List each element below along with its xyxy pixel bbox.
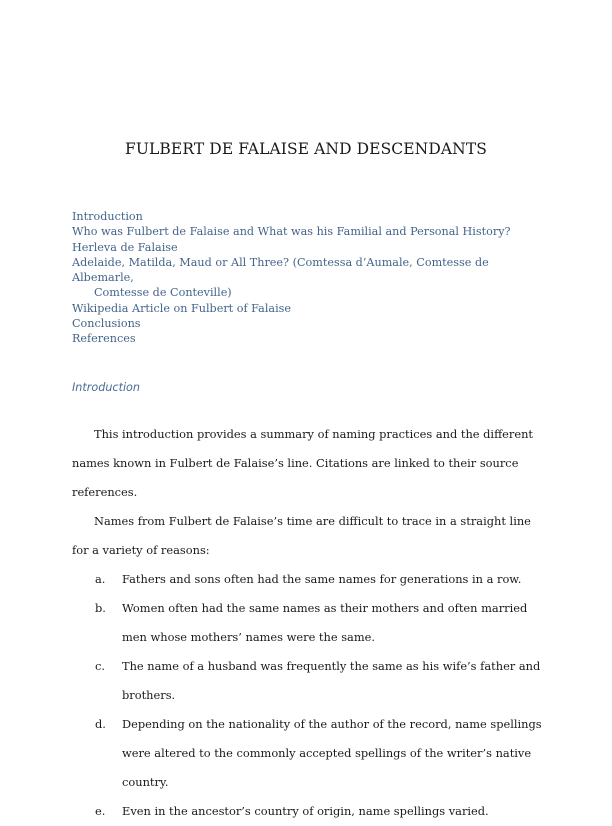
list-marker: a. xyxy=(95,572,106,586)
toc-link-adelaide-matilda-maud[interactable] xyxy=(72,255,542,301)
list-marker: d. xyxy=(95,717,106,731)
list-item xyxy=(72,652,542,710)
list-item xyxy=(72,594,542,652)
list-item xyxy=(72,797,542,826)
document-title: FULBERT DE FALAISE AND DESCENDANTS xyxy=(125,140,487,158)
list-item-text: Fathers and sons often had the same names for generations in a row. xyxy=(122,572,522,586)
list-item xyxy=(72,710,542,797)
list-item-text: Depending on the nationality of the author of the record, name spellings were altered to the commonly accepted spellings of the writer’s native country. xyxy=(122,717,542,789)
list-item-text: The name of a husband was frequently the same as his wife’s father and brothers. xyxy=(122,659,541,702)
toc-link-wikipedia-article[interactable]: Wikipedia Article on Fulbert of Falaise xyxy=(72,301,292,315)
toc-link-conclusions[interactable]: Conclusions xyxy=(72,317,141,331)
document-body xyxy=(72,420,542,826)
list-item-text: Women often had the same names as their mothers and often married men whose mothers’ names were the same. xyxy=(122,601,528,644)
section-heading-introduction: Introduction xyxy=(72,381,140,394)
toc-link-text: Adelaide, Matilda, Maud or All Three? (Comtessa d’Aumale, Comtesse de Albemarle, xyxy=(72,255,489,285)
list-marker: e. xyxy=(95,804,106,818)
list-item-text: Even in the ancestor’s country of origin, name spellings varied. xyxy=(122,804,489,818)
list-item xyxy=(72,565,542,594)
toc-link-references[interactable]: References xyxy=(72,332,136,346)
toc-link-continuation: Comtesse de Conteville) xyxy=(94,286,232,300)
reasons-list xyxy=(72,565,542,826)
paragraph: Names from Fulbert de Falaise’s time are difficult to trace in a straight line for a variety of reasons: xyxy=(72,514,531,557)
toc-link-who-was-fulbert[interactable]: Who was Fulbert de Falaise and What was his Familial and Personal History? xyxy=(72,225,511,239)
toc-link-introduction[interactable]: Introduction xyxy=(72,210,143,223)
list-marker: b. xyxy=(95,601,106,615)
table-of-contents xyxy=(72,209,542,347)
paragraph: This introduction provides a summary of naming practices and the different names known in Fulbert de Falaise’s line. Citations are linked to their source references. xyxy=(72,427,534,499)
list-marker: c. xyxy=(95,659,106,673)
toc-link-herleva[interactable]: Herleva de Falaise xyxy=(72,240,178,254)
